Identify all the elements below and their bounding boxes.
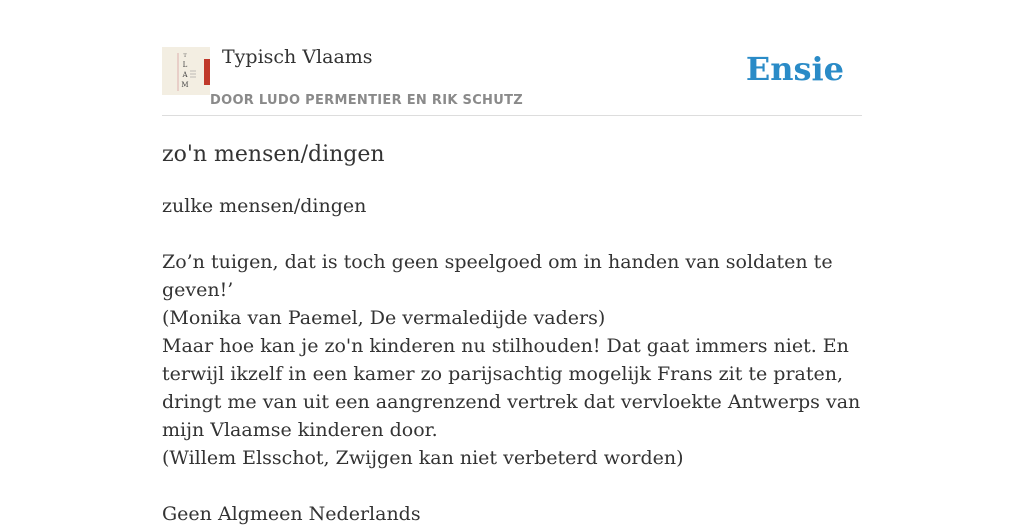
svg-text:A: A (182, 71, 188, 79)
page-header (162, 40, 862, 116)
example-quote: Zo’n tuigen, dat is toch geen speelgoed om in handen van soldaten te geven!’ (162, 251, 833, 301)
svg-text:T: T (183, 53, 187, 59)
svg-text:M: M (181, 81, 189, 89)
entry-term: zo'n mensen/dingen (162, 142, 385, 167)
entry-definition: zulke mensen/dingen (162, 195, 367, 217)
book-authors: DOOR LUDO PERMENTIER EN RIK SCHUTZ (210, 93, 523, 108)
example-source: (Willem Elsschot, Zwijgen kan niet verbeterd worden) (162, 447, 684, 469)
book-cover-icon[interactable] (162, 47, 210, 95)
svg-text:L: L (182, 61, 188, 69)
example-source: (Monika van Paemel, De vermaledijde vaders) (162, 307, 606, 329)
book-title[interactable]: Typisch Vlaams (222, 46, 373, 68)
brand-logo[interactable]: Ensie (745, 50, 844, 88)
spacer (162, 472, 862, 500)
spacer (162, 220, 862, 248)
example-quote: Maar hoe kan je zo'n kinderen nu stilhouden! Dat gaat immers niet. En terwijl ikzelf in een kamer zo parijsachtig mogelijk Frans zit te praten, dringt me van uit een aangrenzend vertrek dat vervloekte Antwerps van mijn Vlaamse kinderen door. (162, 335, 861, 441)
entry-note: Geen Algmeen Nederlands (162, 503, 421, 525)
entry-content (162, 138, 862, 528)
